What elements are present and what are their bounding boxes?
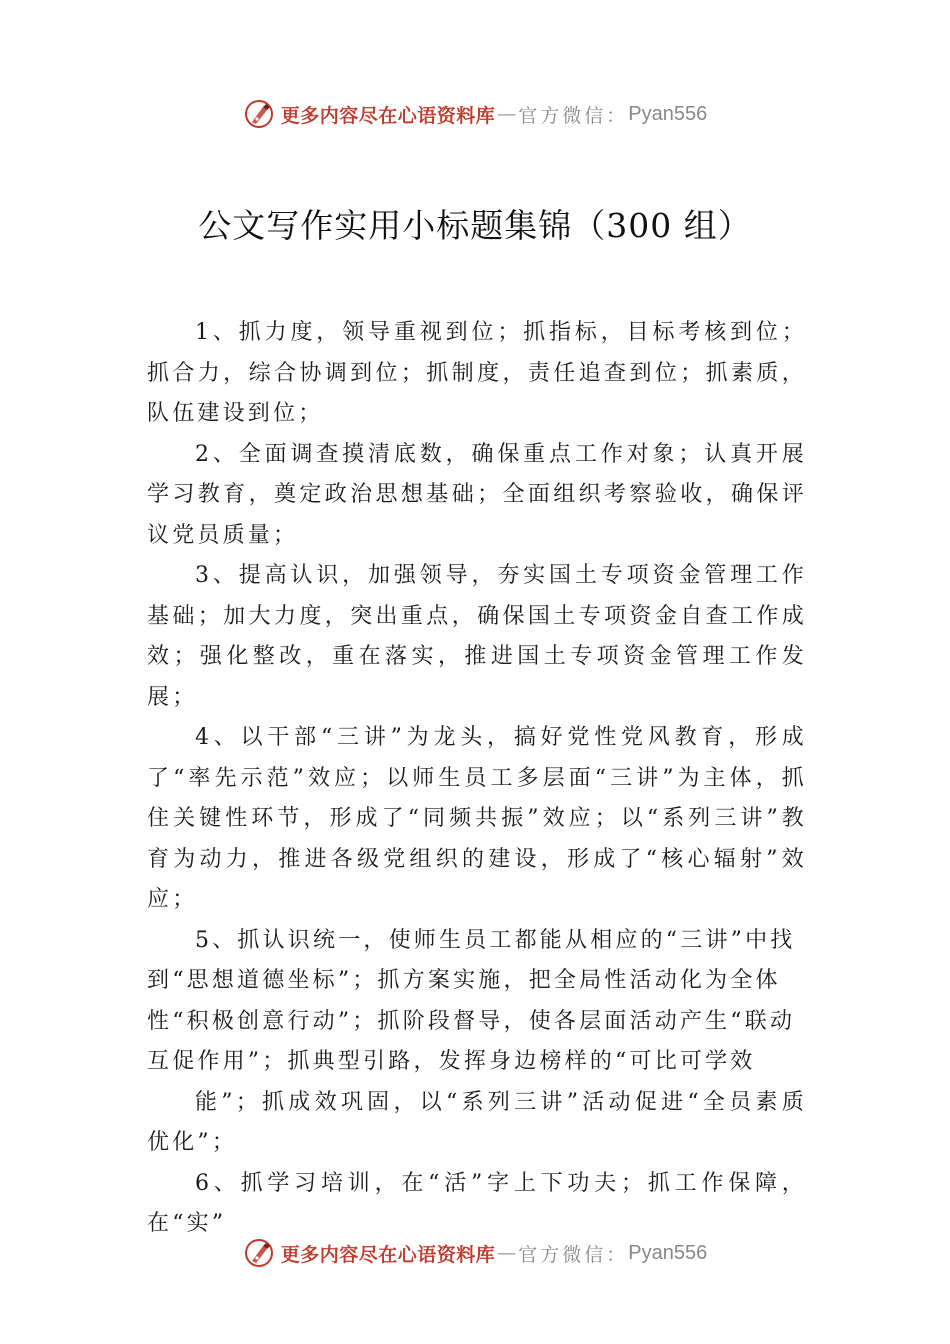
- paragraph-4: 4、以干部“三讲”为龙头，搞好党性党风教育，形成了“率先示范”效应；以师生员工多层面“三讲”为主体，抓住关键性环节，形成了“同频共振”效应；以“系列三讲”教育为动力，推进各级党组织的建设，形成了“核心辐射”效应；: [147, 725, 807, 912]
- pen-nib-logo-icon: [243, 98, 275, 130]
- banner-official-label: 官方微信：: [518, 104, 629, 127]
- banner-official-label: 官方微信：: [518, 1243, 629, 1266]
- banner-dash: —: [497, 103, 517, 125]
- paragraph-2: 2、全面调查摸清底数，确保重点工作对象；认真开展学习教育，奠定政治思想基础；全面组织考察验收，确保评议党员质量；: [147, 441, 807, 548]
- banner-wechat-id: Pyan556: [628, 1241, 708, 1264]
- banner-brand: 更多内容尽在心语资料库: [280, 1243, 496, 1266]
- banner-wechat-id: Pyan556: [628, 102, 708, 125]
- document-title: 公文写作实用小标题集锦（300 组）: [198, 206, 752, 245]
- paragraph-5: 5、抓认识统一，使师生员工都能从相应的“三讲”中找到“思想道德坐标”；抓方案实施，把全局性活动化为全体性“积极创意行动”；抓阶段督导，使各层面活动产生“联动互促作用”；抓典型引路，发挥身边榜样的“可比可学效: [147, 927, 796, 1074]
- pen-nib-logo-icon: [243, 1237, 275, 1269]
- footer-banner: [0, 1233, 950, 1273]
- paragraph-6: 6、抓学习培训，在“活”字上下功夫；抓工作保障，在“实”: [147, 1170, 807, 1236]
- header-banner: [0, 94, 950, 134]
- banner-dash: —: [497, 1242, 517, 1264]
- paragraph-3: 3、提高认识，加强领导，夯实国土专项资金管理工作基础；加大力度，突出重点，确保国土专项资金自查工作成效；强化整改，重在落实，推进国土专项资金管理工作发展；: [147, 563, 807, 710]
- paragraph-1: 1、抓力度，领导重视到位；抓指标，目标考核到位；抓合力，综合协调到位；抓制度，责任追查到位；抓素质，队伍建设到位；: [147, 320, 807, 426]
- document-body: [147, 313, 807, 1245]
- paragraph-5-continued: 能”；抓成效巩固，以“系列三讲”活动促进“全员素质优化”；: [147, 1089, 807, 1155]
- banner-brand: 更多内容尽在心语资料库: [280, 104, 496, 127]
